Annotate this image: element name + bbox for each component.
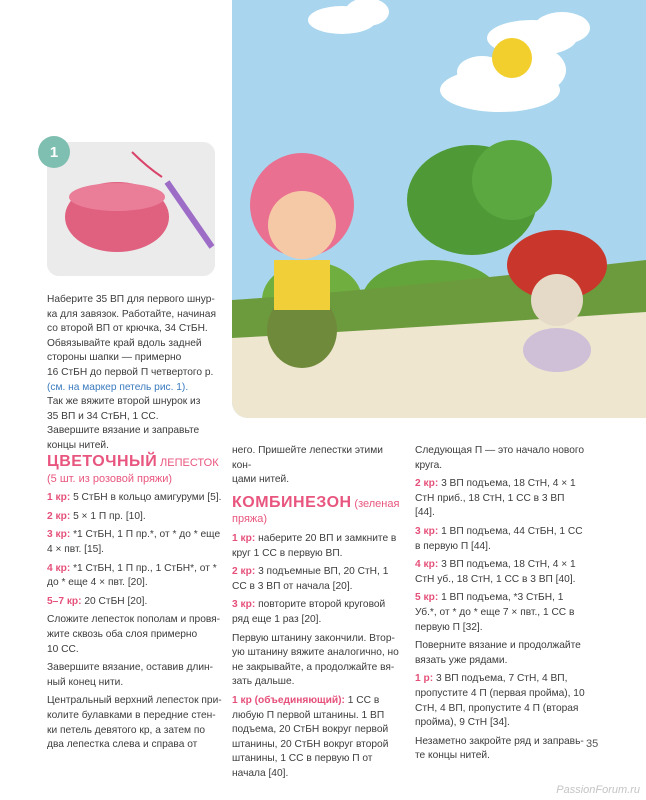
petal-title-2: ЛЕПЕСТОК bbox=[160, 457, 219, 469]
intro-line: Так же вяжите второй шнурок из bbox=[47, 396, 201, 408]
petal-note: (5 шт. из розовой пряжи) bbox=[47, 472, 173, 485]
intro-line: концы нитей. bbox=[47, 439, 109, 451]
page-number: 35 bbox=[586, 738, 599, 750]
hero-photo bbox=[232, 0, 646, 418]
overall-title: КОМБИНЕЗОН bbox=[232, 493, 352, 511]
intro-line: 35 ВП и 34 СтБН, 1 СС. bbox=[47, 410, 159, 422]
intro-link: (см. на маркер петель рис. 1). bbox=[47, 381, 189, 393]
intro-line: 16 СтБН до первой П четвертого р. bbox=[47, 366, 214, 378]
watermark: PassionForum.ru bbox=[556, 784, 640, 796]
intro-line: ка для завязок. Работайте, начиная bbox=[47, 308, 216, 320]
intro-line: Завершите вязание и заправьте bbox=[47, 425, 200, 437]
intro-line: Обвязывайте край вдоль задней bbox=[47, 337, 202, 349]
intro-line: стороны шапки — примерно bbox=[47, 352, 182, 364]
step-photo bbox=[47, 142, 215, 276]
step-number-badge: 1 bbox=[38, 136, 70, 168]
intro-line: со второй ВП от крючка, 34 СтБН. bbox=[47, 323, 208, 335]
overall-section-2: Следующая П — это начало нового круга. 2 кр: 3 ВП подъема, 18 СтН, 4 × 1 СтН приб., 18 СтН, 1 СС в 3 ВП [44]. 3 кр: 1 ВП подъема, 44 СтБН, 1 СС в первую П [44]. 4 кр: 3 ВП подъема, 18 СтН, 4 × 1 СтН уб., 18 СтН, 1 СС в 3 ВП [40]. 5 кр: 1 ВП подъема, *3 СтБН, 1 Уб.*, от * до * еще 7 × пвт., 1 СС в первую П [32]. Поверните вязание и продолжайте вязать уже рядами. 1 р: 3 ВП подъема, 7 СтН, 4 ВП, пропустите 4 П (первая пройма), 10 СтН, 4 ВП, пропустите 4 П (вторая пройма), 9 СтН [34]. Незаметно закройте ряд и заправь- те концы нитей. bbox=[415, 445, 585, 762]
petal-section: ЦВЕТОЧНЫЙ ЛЕПЕСТОК (5 шт. из розовой пряжи) 1 кр: 5 СтБН в кольцо амигуруми [5]. 2 кр: 5 × 1 П пр. [10]. 3 кр: *1 СтБН, 1 П пр.*, от * до * еще 4 × пвт. [15]. 4 кр: *1 СтБН, 1 П пр., 1 СтБН*, от * до * еще 4 × пвт. [20]. 5–7 кр: 20 СтБН [20]. Сложите лепесток пополам и провя- жите сквозь оба слоя примерно 10 СС. Завершите вязание, оставив длин- ный конец нити. Центральный верхний лепесток при- колите булавками в передние стен- ки петель девятого кр, а затем по два лепестка слева и справа от bbox=[47, 453, 222, 751]
overall-note: (зеленая пряжа) bbox=[232, 497, 400, 526]
overall-section: него. Пришейте лепестки этими кон- цами нитей. КОМБИНЕЗОН (зеленая пряжа) 1 кр: наберите 20 ВП и замкните в круг 1 СС в первую ВП. 2 кр: 3 подъемные ВП, 20 СтН, 1 СС в 3 ВП от начала [20]. 3 кр: повторите второй круговой ряд еще 1 раз [20]. Первую штанину закончили. Втор- ую штанину вяжите аналогично, но не закрывайте, а продолжайте вя- зать дальше. 1 кр (объединяющий): 1 СС в любую П первой штанины. 1 ВП подъема, 20 СтБН вокруг первой штанины, 20 СтБН вокруг второй штанины, 1 СС в первую П от начала [40]. bbox=[232, 445, 400, 779]
petal-title: ЦВЕТОЧНЫЙ bbox=[47, 453, 158, 470]
intro-text bbox=[47, 293, 225, 454]
intro-line: Наберите 35 ВП для первого шнур- bbox=[47, 294, 215, 305]
